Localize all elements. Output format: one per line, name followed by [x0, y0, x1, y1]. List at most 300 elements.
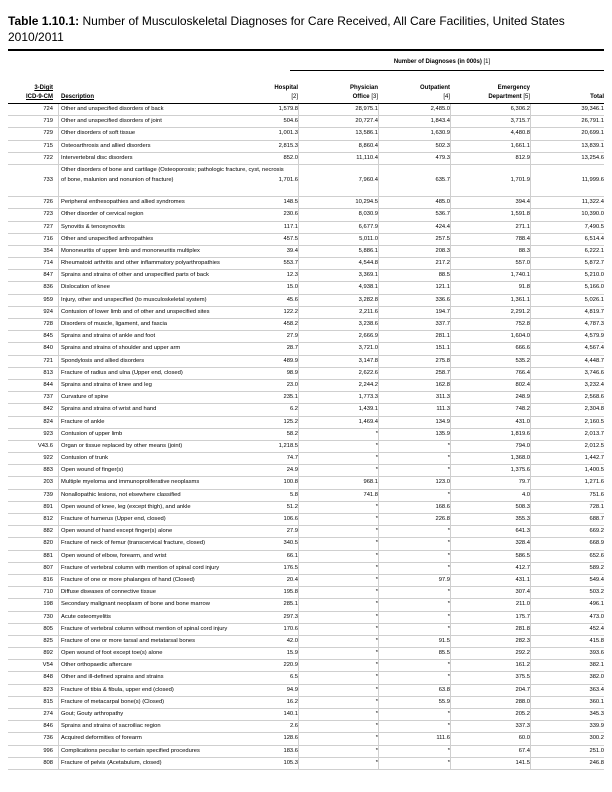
- row-description: Mononeuritis of upper limb and mononeuritis multiplex: [61, 247, 200, 254]
- row-total: 2,160.5: [584, 418, 604, 425]
- row-total: 452.4: [589, 625, 604, 632]
- row-total: 688.7: [589, 516, 604, 522]
- row-hospital: 15.9: [286, 650, 298, 657]
- row-code: 815: [43, 698, 53, 705]
- row-total: 3,232.4: [584, 381, 604, 388]
- column-separator: [58, 343, 59, 354]
- column-separator: [450, 685, 451, 696]
- row-outpatient: 536.7: [435, 211, 450, 218]
- column-separator: [58, 165, 59, 196]
- column-separator: [298, 368, 299, 379]
- table-row: [8, 258, 604, 270]
- row-description: Fracture of vertebral column with mention of spinal cord injury: [61, 564, 220, 571]
- row-hospital: 20.4: [286, 576, 298, 583]
- column-separator: [58, 636, 59, 647]
- column-separator: [378, 502, 379, 513]
- row-description: Fracture of tibia & fibula, upper end (closed): [61, 686, 174, 693]
- column-separator: [530, 526, 531, 537]
- row-hospital: 100.8: [283, 479, 298, 486]
- column-separator: [298, 295, 299, 306]
- row-emergency-department: 752.8: [515, 321, 530, 327]
- column-separator: [450, 104, 451, 115]
- row-description: Contusion of lower limb and of other and unspecified sites: [61, 308, 210, 315]
- column-separator: [298, 599, 299, 610]
- row-description: Intervertebral disc disorders: [61, 154, 133, 161]
- row-emergency-department: 141.5: [515, 759, 530, 766]
- row-outpatient: 635.7: [435, 177, 450, 184]
- column-separator: [378, 526, 379, 537]
- row-description: Other and unspecified disorders of joint: [61, 118, 162, 125]
- row-description: Open wound of foot except toe(s) alone: [61, 650, 163, 657]
- row-code: 198: [43, 601, 53, 608]
- column-separator: [450, 563, 451, 574]
- row-physician-office: *: [375, 650, 378, 657]
- row-emergency-department: 812.9: [515, 154, 530, 161]
- row-description: Open wound of elbow, forearm, and wrist: [61, 552, 167, 559]
- row-hospital: 16.2: [286, 698, 298, 705]
- col-header-hospital-ref: [2]: [291, 94, 298, 100]
- column-separator: [378, 209, 379, 220]
- column-separator: [530, 441, 531, 452]
- col-header-physician-line2: Office: [352, 94, 370, 100]
- column-separator: [58, 116, 59, 127]
- row-outpatient: 123.0: [435, 479, 450, 486]
- column-separator: [298, 246, 299, 257]
- row-emergency-department: 431.0: [515, 418, 530, 425]
- row-physician-office: *: [375, 735, 378, 742]
- column-separator: [298, 343, 299, 354]
- row-emergency-department: 337.3: [515, 723, 530, 730]
- row-outpatient: 194.7: [435, 308, 450, 315]
- column-separator: [530, 721, 531, 732]
- row-outpatient: 111.3: [436, 406, 450, 413]
- column-separator: [450, 165, 451, 196]
- row-emergency-department: 91.8: [518, 284, 530, 291]
- row-outpatient: *: [447, 491, 450, 498]
- column-separator: [378, 697, 379, 708]
- row-emergency-department: 1,661.1: [510, 142, 530, 149]
- column-separator: [378, 331, 379, 342]
- column-separator: [378, 380, 379, 391]
- column-separator: [298, 477, 299, 488]
- row-outpatient: 226.8: [435, 516, 450, 522]
- column-separator: [298, 490, 299, 501]
- row-code: 882: [43, 528, 53, 535]
- row-description: Other disorders of bone and cartilage (Osteoporosis; pathologic fracture, cyst, necrosis of bone, malunion and nonunion of fracture): [61, 166, 284, 184]
- col-header-outpatient: [378, 84, 450, 102]
- table-row: [8, 282, 604, 294]
- column-separator: [530, 128, 531, 139]
- column-separator: [450, 526, 451, 537]
- row-outpatient: 337.7: [435, 321, 450, 327]
- row-total: 7,490.5: [584, 223, 604, 230]
- column-separator: [378, 104, 379, 115]
- table-row: [8, 587, 604, 599]
- column-separator: [298, 672, 299, 683]
- row-hospital: 170.6: [283, 625, 298, 632]
- row-outpatient: *: [447, 564, 450, 571]
- column-separator: [530, 746, 531, 757]
- column-separator: [530, 575, 531, 586]
- column-separator: [58, 356, 59, 367]
- row-hospital: 122.2: [283, 308, 298, 315]
- row-outpatient: *: [447, 540, 450, 547]
- column-separator: [58, 587, 59, 598]
- row-total: 20,699.1: [581, 130, 604, 137]
- column-separator: [378, 356, 379, 367]
- column-separator: [530, 209, 531, 220]
- row-total: 26,791.1: [581, 118, 604, 125]
- table-row: [8, 116, 604, 128]
- row-code: 808: [43, 759, 53, 766]
- row-description: Fracture of metacarpal bone(s) (Closed): [61, 698, 165, 705]
- row-hospital: 2.6: [289, 723, 298, 730]
- column-separator: [450, 575, 451, 586]
- column-separator: [378, 128, 379, 139]
- row-emergency-department: 794.0: [515, 442, 530, 449]
- row-total: 728.1: [589, 503, 604, 510]
- row-code: 274: [43, 711, 53, 717]
- row-code: 723: [43, 211, 53, 218]
- row-total: 5,872.7: [584, 260, 604, 267]
- column-separator: [58, 392, 59, 403]
- column-separator: [58, 104, 59, 115]
- table-row: [8, 319, 604, 331]
- row-hospital: 27.9: [286, 528, 298, 535]
- table-row: [8, 222, 604, 234]
- row-physician-office: 5,011.0: [359, 235, 378, 242]
- row-hospital: 285.1: [283, 601, 298, 608]
- row-total: 13,254.6: [581, 154, 604, 161]
- row-description: Other disorder of cervical region: [61, 211, 144, 218]
- table-row: [8, 165, 604, 197]
- row-emergency-department: 2,291.2: [510, 308, 530, 315]
- column-separator: [450, 356, 451, 367]
- column-separator: [378, 234, 379, 245]
- row-outpatient: *: [447, 552, 450, 559]
- column-separator: [530, 295, 531, 306]
- column-separator: [450, 465, 451, 476]
- row-outpatient: *: [447, 711, 450, 717]
- column-separator: [530, 685, 531, 696]
- row-code: 716: [43, 235, 53, 242]
- column-separator: [378, 295, 379, 306]
- column-separator: [58, 612, 59, 623]
- row-hospital: 117.1: [283, 223, 298, 230]
- row-description: Peripheral enthesopathies and allied syndromes: [61, 199, 185, 206]
- row-description: Other disorders of soft tissue: [61, 130, 136, 137]
- column-separator: [298, 465, 299, 476]
- row-outpatient: 63.8: [438, 686, 450, 693]
- column-separator: [378, 746, 379, 757]
- row-total: 382.1: [589, 662, 604, 669]
- column-separator: [298, 563, 299, 574]
- row-outpatient: *: [447, 467, 450, 474]
- row-total: 589.2: [589, 564, 604, 571]
- table-row: [8, 453, 604, 465]
- row-total: 4,448.7: [584, 357, 604, 364]
- column-separator: [298, 612, 299, 623]
- row-total: 549.4: [589, 576, 604, 583]
- row-hospital: 6.2: [289, 406, 298, 413]
- row-outpatient: 88.5: [438, 272, 450, 279]
- column-separator: [58, 538, 59, 549]
- row-code: V43.6: [37, 442, 53, 449]
- column-separator: [58, 697, 59, 708]
- column-separator: [450, 551, 451, 562]
- row-total: 415.8: [589, 637, 604, 644]
- column-separator: [378, 733, 379, 744]
- row-physician-office: 3,147.8: [358, 357, 378, 364]
- row-hospital: 195.8: [283, 589, 298, 596]
- row-physician-office: 8,030.9: [358, 211, 378, 218]
- column-separator: [450, 502, 451, 513]
- row-total: 393.6: [589, 650, 604, 657]
- column-separator: [450, 295, 451, 306]
- row-code: 823: [43, 686, 53, 693]
- row-description: Fracture of one or more tarsal and metatarsal bones: [61, 637, 196, 644]
- table-row: [8, 612, 604, 624]
- row-emergency-department: 175.7: [515, 613, 530, 620]
- table-title: [8, 13, 604, 45]
- row-code: 813: [43, 369, 53, 376]
- column-separator: [530, 648, 531, 659]
- row-code: 727: [43, 223, 53, 230]
- row-physician-office: 1,469.4: [358, 418, 378, 425]
- row-code: 924: [43, 308, 53, 315]
- row-code: 714: [43, 260, 53, 267]
- column-separator: [58, 307, 59, 318]
- row-emergency-department: 431.1: [515, 576, 530, 583]
- column-separator: [58, 758, 59, 769]
- col-header-hospital-label: Hospital: [274, 85, 298, 91]
- column-separator: [298, 648, 299, 659]
- column-separator: [450, 246, 451, 257]
- table-row: [8, 343, 604, 355]
- column-separator: [530, 563, 531, 574]
- column-separator: [58, 502, 59, 513]
- row-hospital: 183.6: [283, 747, 298, 754]
- column-separator: [298, 502, 299, 513]
- column-separator: [58, 319, 59, 330]
- row-code: 739: [43, 491, 53, 498]
- row-emergency-department: 766.4: [515, 369, 530, 376]
- row-description: Sprains and strains of sacroiliac region: [61, 723, 161, 730]
- row-code: 824: [43, 418, 53, 425]
- column-separator: [298, 392, 299, 403]
- column-separator: [298, 128, 299, 139]
- row-outpatient: 91.5: [438, 637, 450, 644]
- table-row: [8, 502, 604, 514]
- column-separator: [450, 697, 451, 708]
- column-separator: [298, 660, 299, 671]
- row-description: Nonallopathic lesions, not elsewhere classified: [61, 491, 181, 498]
- column-separator: [378, 270, 379, 281]
- row-total: 39,346.1: [581, 106, 604, 112]
- row-outpatient: 121.1: [435, 284, 450, 291]
- row-emergency-department: 4,480.8: [510, 130, 530, 137]
- row-physician-office: 2,622.6: [358, 369, 378, 376]
- column-separator: [530, 599, 531, 610]
- row-total: 3,746.6: [584, 369, 604, 376]
- column-separator: [298, 307, 299, 318]
- col-header-code: [8, 84, 53, 102]
- row-physician-office: 4,544.8: [358, 260, 378, 267]
- table-row: [8, 331, 604, 343]
- column-separator: [58, 709, 59, 720]
- column-separator: [58, 234, 59, 245]
- column-separator: [450, 599, 451, 610]
- table-row: [8, 733, 604, 745]
- row-code: 726: [43, 199, 53, 206]
- row-total: 5,210.0: [584, 272, 604, 279]
- column-separator: [58, 429, 59, 440]
- row-physician-office: *: [375, 552, 378, 559]
- column-separator: [378, 153, 379, 164]
- row-hospital: 98.9: [286, 369, 298, 376]
- row-physician-office: *: [375, 662, 378, 669]
- column-separator: [530, 270, 531, 281]
- row-physician-office: 2,211.6: [359, 308, 378, 315]
- column-separator: [58, 153, 59, 164]
- row-emergency-department: 1,591.8: [510, 211, 530, 218]
- column-separator: [530, 514, 531, 525]
- column-separator: [450, 477, 451, 488]
- table-row: [8, 514, 604, 526]
- row-emergency-department: 79.7: [518, 479, 530, 486]
- row-code: 825: [43, 637, 53, 644]
- column-separator: [450, 128, 451, 139]
- row-physician-office: *: [375, 516, 378, 522]
- row-total: 496.1: [589, 601, 604, 608]
- row-emergency-department: 211.0: [515, 601, 530, 608]
- table-row: [8, 526, 604, 538]
- row-emergency-department: 328.4: [515, 540, 530, 547]
- column-separator: [530, 343, 531, 354]
- column-separator: [298, 319, 299, 330]
- column-separator: [58, 660, 59, 671]
- row-physician-office: *: [375, 674, 378, 681]
- row-code: 842: [43, 406, 53, 413]
- column-separator: [298, 575, 299, 586]
- table-row: [8, 709, 604, 721]
- row-emergency-department: 375.5: [515, 674, 530, 681]
- row-hospital: 66.1: [286, 552, 298, 559]
- row-description: Spondylosis and allied disorders: [61, 357, 145, 364]
- row-outpatient: *: [447, 723, 450, 730]
- column-separator: [530, 368, 531, 379]
- col-header-emergency: [450, 84, 530, 102]
- column-separator: [298, 197, 299, 208]
- row-emergency-department: 288.0: [515, 698, 530, 705]
- row-total: 2,013.7: [584, 430, 604, 437]
- column-separator: [378, 477, 379, 488]
- row-description: Sprains and strains of knee and leg: [61, 381, 152, 388]
- row-code: 844: [43, 381, 53, 388]
- row-emergency-department: 67.4: [518, 747, 530, 754]
- column-separator: [58, 624, 59, 635]
- row-physician-office: 3,238.6: [358, 321, 378, 327]
- row-emergency-department: 802.4: [515, 381, 530, 388]
- row-description: Open wound of finger(s): [61, 467, 124, 474]
- row-emergency-department: 248.9: [515, 394, 530, 401]
- row-emergency-department: 666.6: [515, 345, 530, 352]
- row-total: 1,442.7: [584, 455, 604, 462]
- col-header-emergency-line1: Emergency: [497, 85, 530, 91]
- column-separator: [378, 465, 379, 476]
- column-separator: [530, 733, 531, 744]
- column-separator: [450, 453, 451, 464]
- column-separator: [450, 441, 451, 452]
- row-physician-office: *: [375, 637, 378, 644]
- column-separator: [58, 282, 59, 293]
- column-separator: [450, 490, 451, 501]
- row-physician-office: *: [375, 540, 378, 547]
- row-description: Secondary malignant neoplasm of bone and bone marrow: [61, 601, 210, 608]
- table-row: [8, 685, 604, 697]
- row-description: Acquired deformities of forearm: [61, 735, 142, 742]
- column-separator: [450, 392, 451, 403]
- table-row: [8, 599, 604, 611]
- row-code: 846: [43, 723, 53, 730]
- column-separator: [378, 660, 379, 671]
- column-separator: [58, 490, 59, 501]
- column-separator: [378, 319, 379, 330]
- column-separator: [58, 575, 59, 586]
- table-row: [8, 197, 604, 209]
- column-separator: [298, 380, 299, 391]
- table-row: [8, 551, 604, 563]
- column-separator: [58, 258, 59, 269]
- column-separator: [378, 490, 379, 501]
- column-separator: [298, 141, 299, 152]
- row-outpatient: 502.3: [435, 142, 450, 149]
- col-header-outpatient-label: Outpatient: [420, 85, 450, 91]
- row-physician-office: 7,960.4: [358, 177, 378, 184]
- column-separator: [58, 246, 59, 257]
- row-emergency-department: 205.2: [515, 711, 530, 717]
- column-separator: [298, 234, 299, 245]
- row-emergency-department: 161.2: [515, 662, 530, 669]
- table-row: [8, 441, 604, 453]
- column-separator: [378, 368, 379, 379]
- row-code: 881: [43, 552, 53, 559]
- row-code: 722: [43, 154, 53, 161]
- column-separator: [298, 429, 299, 440]
- table-row: [8, 368, 604, 380]
- column-separator: [530, 624, 531, 635]
- column-separator: [298, 282, 299, 293]
- column-separator: [378, 246, 379, 257]
- column-separator: [450, 116, 451, 127]
- row-hospital: 504.6: [283, 118, 298, 125]
- column-separator: [378, 404, 379, 415]
- column-separator: [378, 453, 379, 464]
- row-emergency-department: 4.0: [521, 491, 530, 498]
- row-physician-office: *: [375, 686, 378, 693]
- row-hospital: 340.5: [283, 540, 298, 547]
- column-separator: [450, 343, 451, 354]
- row-total: 345.3: [589, 711, 604, 717]
- column-separator: [378, 222, 379, 233]
- table-row: [8, 356, 604, 368]
- row-physician-office: 11,110.4: [356, 154, 378, 161]
- row-total: 2,568.6: [584, 394, 604, 401]
- column-separator: [298, 587, 299, 598]
- column-separator: [58, 368, 59, 379]
- row-hospital: 28.7: [286, 345, 298, 352]
- number-of-diagnoses-ref: [1]: [483, 59, 491, 65]
